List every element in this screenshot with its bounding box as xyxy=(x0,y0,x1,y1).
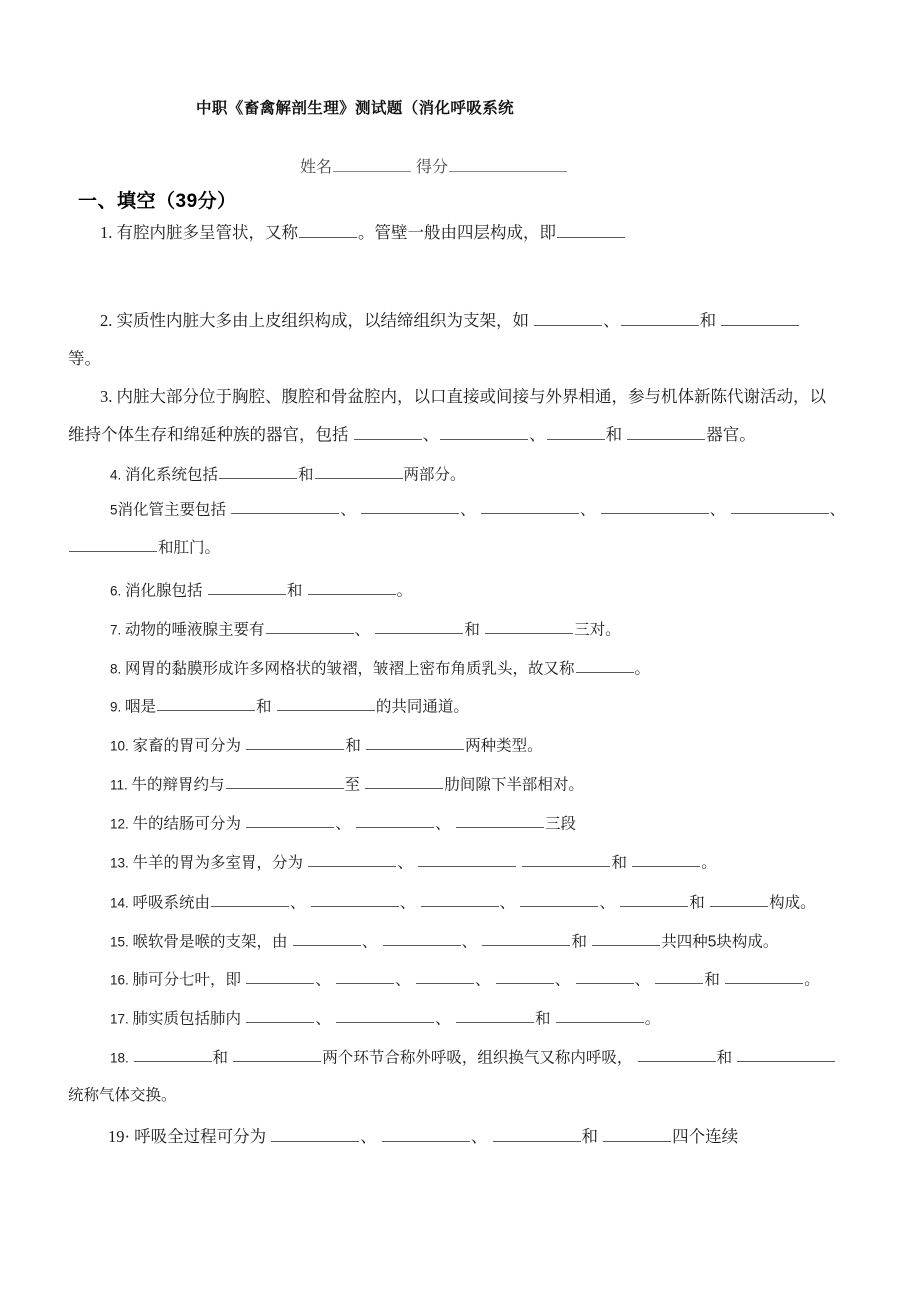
answer-blank[interactable] xyxy=(485,617,573,634)
question-number: 1. xyxy=(100,223,117,242)
answer-blank[interactable] xyxy=(520,890,598,907)
question-text: 三对。 xyxy=(574,621,621,639)
question-text: 和 xyxy=(571,933,592,951)
answer-blank[interactable] xyxy=(308,850,396,867)
answer-blank[interactable] xyxy=(547,422,605,440)
answer-blank[interactable] xyxy=(621,308,699,326)
question-text: 、 xyxy=(554,971,575,989)
question-text: 。管壁一般由四层构成，即 xyxy=(358,223,556,242)
answer-blank[interactable] xyxy=(522,850,610,867)
question-text: 牛羊的胃为多室胃，分为 xyxy=(132,854,308,872)
question-text: 、 xyxy=(529,425,546,444)
question-4 xyxy=(110,462,466,484)
question-text: 内脏大部分位于胸腔、腹腔和骨盆腔内，以口直接或间接与外界相通，参与机体新陈代谢活动，以 xyxy=(116,387,826,406)
answer-blank[interactable] xyxy=(382,1124,470,1142)
answer-blank[interactable] xyxy=(246,811,334,828)
question-text: 、 xyxy=(395,971,415,989)
answer-blank[interactable] xyxy=(293,929,361,946)
question-number: 11. xyxy=(110,777,132,793)
question-text: 两部分。 xyxy=(403,466,466,484)
question-text: 和 xyxy=(298,466,314,484)
question-text: 、 xyxy=(709,501,730,519)
question-text: 、 xyxy=(634,971,655,989)
section-heading-fill-in-blank: 一、填空（39分） xyxy=(78,191,237,212)
question-text: 消化腺包括 xyxy=(125,582,207,600)
question-text: 牛的结肠可分为 xyxy=(132,815,246,833)
question-11 xyxy=(110,772,584,794)
question-text: 、 xyxy=(470,1127,492,1146)
answer-blank[interactable] xyxy=(315,462,403,479)
answer-blank[interactable] xyxy=(710,890,768,907)
question-number: 6. xyxy=(110,583,126,599)
question-text: 和 xyxy=(704,971,725,989)
question-number: 9. xyxy=(110,699,126,715)
question-text: 和 xyxy=(286,582,307,600)
answer-blank[interactable] xyxy=(731,497,829,514)
answer-blank[interactable] xyxy=(576,656,634,673)
question-text: 、 xyxy=(461,933,482,951)
name-input[interactable] xyxy=(333,154,411,172)
question-text: 、 xyxy=(290,894,310,912)
question-12 xyxy=(110,811,576,833)
question-text: 肺可分七叶，即 xyxy=(132,971,246,989)
answer-blank[interactable] xyxy=(157,694,255,711)
answer-blank[interactable] xyxy=(69,535,157,552)
question-text: 喉软骨是喉的支架，由 xyxy=(132,933,292,951)
question-text: 和 xyxy=(345,737,366,755)
question-text: 、 xyxy=(435,815,455,833)
answer-blank[interactable] xyxy=(456,1006,534,1023)
question-text: 、 xyxy=(360,1127,381,1146)
question-number: 16. xyxy=(110,972,133,988)
question-5 xyxy=(110,497,845,519)
question-text: 和 xyxy=(534,1010,555,1028)
question-text: 和肛门。 xyxy=(158,539,221,557)
answer-blank[interactable] xyxy=(481,497,579,514)
name-field-label: 姓名 xyxy=(300,159,333,176)
answer-blank[interactable] xyxy=(418,850,516,867)
question-text: 动物的唾液腺主要有 xyxy=(125,621,265,639)
question-text: 。 xyxy=(701,854,717,872)
question-number: 15. xyxy=(110,934,133,950)
question-13 xyxy=(110,850,717,872)
question-7 xyxy=(110,617,621,639)
answer-blank[interactable] xyxy=(336,967,394,984)
question-text: 和 xyxy=(464,621,485,639)
question-6 xyxy=(110,578,412,600)
question-text: 、 xyxy=(599,894,620,912)
question-2-cont xyxy=(68,345,101,369)
question-18-cont xyxy=(68,1083,177,1105)
answer-blank[interactable] xyxy=(416,967,474,984)
question-text: 和 xyxy=(605,425,627,444)
question-1 xyxy=(100,219,626,243)
question-number: 7. xyxy=(110,622,126,638)
answer-blank[interactable] xyxy=(576,967,634,984)
answer-blank[interactable] xyxy=(246,1006,314,1023)
question-text: 、 xyxy=(340,501,361,519)
question-number: 2. xyxy=(100,311,117,330)
name-score-row xyxy=(300,154,568,177)
question-15 xyxy=(110,929,778,951)
answer-blank[interactable] xyxy=(556,1006,644,1023)
question-number: 14. xyxy=(110,895,133,911)
question-text: 消化系统包括 xyxy=(125,466,219,484)
question-text: 、 xyxy=(460,501,480,519)
answer-blank[interactable] xyxy=(266,617,354,634)
answer-blank[interactable] xyxy=(601,497,709,514)
question-text: 。 xyxy=(396,582,413,600)
question-text: 、 xyxy=(422,425,440,444)
question-number: 13. xyxy=(110,855,133,871)
question-16 xyxy=(110,967,820,989)
question-17 xyxy=(110,1006,660,1028)
question-text: 两个环节合称外呼吸，组织换气又称内呼吸， xyxy=(322,1049,637,1067)
question-text: 咽是 xyxy=(125,698,157,716)
answer-blank[interactable] xyxy=(421,890,499,907)
answer-blank[interactable] xyxy=(226,772,344,789)
score-input[interactable] xyxy=(449,154,567,172)
question-text: 、 xyxy=(829,501,846,519)
question-text: 呼吸系统由 xyxy=(132,894,211,912)
answer-blank[interactable] xyxy=(299,220,357,238)
score-field-label: 得分 xyxy=(416,159,449,176)
question-number: 5 xyxy=(110,502,118,518)
question-text: 共四种5块构成。 xyxy=(661,933,779,951)
question-text: 、 xyxy=(579,501,600,519)
question-number: 10. xyxy=(110,738,133,754)
question-text: 和 xyxy=(581,1127,603,1146)
question-5-cont xyxy=(68,535,220,557)
question-9 xyxy=(110,694,469,716)
question-text: 、 xyxy=(354,621,375,639)
question-text: 两种类型。 xyxy=(465,737,543,755)
answer-blank[interactable] xyxy=(383,929,461,946)
question-number: 19· xyxy=(108,1127,135,1146)
answer-blank[interactable] xyxy=(627,422,705,440)
page-title: 中职《畜禽解剖生理》测试题（消化呼吸系统 xyxy=(196,100,515,117)
question-10 xyxy=(110,733,543,755)
question-text: 。 xyxy=(804,971,820,989)
question-text: 肋间隙下半部相对。 xyxy=(444,776,584,794)
question-text: 肺实质包括肺内 xyxy=(132,1010,246,1028)
answer-blank[interactable] xyxy=(721,308,799,326)
question-text: 至 xyxy=(344,776,365,794)
question-text: 。 xyxy=(644,1010,661,1028)
answer-blank[interactable] xyxy=(638,1045,716,1062)
question-text: 构成。 xyxy=(769,894,816,912)
answer-blank[interactable] xyxy=(311,890,399,907)
question-text: 等。 xyxy=(68,349,101,368)
question-text: 消化管主要包括 xyxy=(117,501,231,519)
answer-blank[interactable] xyxy=(655,967,703,984)
question-text: 器官。 xyxy=(706,425,756,444)
answer-blank[interactable] xyxy=(308,578,396,595)
question-text: 。 xyxy=(634,660,651,678)
question-text: 和 xyxy=(716,1049,737,1067)
answer-blank[interactable] xyxy=(440,422,528,440)
answer-blank[interactable] xyxy=(592,929,660,946)
question-number: 3. xyxy=(100,387,117,406)
answer-blank[interactable] xyxy=(277,694,375,711)
question-text: 、 xyxy=(399,894,420,912)
answer-blank[interactable] xyxy=(231,497,339,514)
answer-blank[interactable] xyxy=(271,1124,359,1142)
question-19 xyxy=(108,1123,738,1147)
question-text: 、 xyxy=(335,815,356,833)
question-3 xyxy=(100,383,826,407)
question-text: 、 xyxy=(603,311,620,330)
question-text: 统称气体交换。 xyxy=(68,1087,177,1104)
answer-blank[interactable] xyxy=(557,220,625,238)
answer-blank[interactable] xyxy=(375,617,463,634)
answer-blank[interactable] xyxy=(219,462,297,479)
question-text xyxy=(517,854,521,871)
question-text: 、 xyxy=(397,854,418,872)
question-text: 牛的辩胃约与 xyxy=(131,776,225,794)
question-number: 18. xyxy=(110,1050,133,1066)
question-text: 、 xyxy=(435,1010,455,1028)
answer-blank[interactable] xyxy=(365,772,443,789)
answer-blank[interactable] xyxy=(603,1124,671,1142)
question-number: 4. xyxy=(110,467,126,483)
question-text: 的共同通道。 xyxy=(375,698,469,716)
question-text: 家畜的胃可分为 xyxy=(132,737,246,755)
question-3-cont xyxy=(68,421,756,445)
answer-blank[interactable] xyxy=(620,890,688,907)
answer-blank[interactable] xyxy=(233,1045,321,1062)
answer-blank[interactable] xyxy=(534,308,602,326)
question-text: 、 xyxy=(361,933,382,951)
question-text: 、 xyxy=(315,1010,336,1028)
question-text: 、 xyxy=(315,971,336,989)
question-text: 三段 xyxy=(544,815,576,833)
answer-blank[interactable] xyxy=(356,811,434,828)
answer-blank[interactable] xyxy=(246,733,344,750)
question-text: 四个连续 xyxy=(672,1127,739,1146)
question-number: 12. xyxy=(110,816,133,832)
answer-blank[interactable] xyxy=(632,850,700,867)
question-8 xyxy=(110,656,650,678)
question-18 xyxy=(110,1045,836,1067)
answer-blank[interactable] xyxy=(493,1124,581,1142)
answer-blank[interactable] xyxy=(246,967,314,984)
question-text: 维持个体生存和绵延种族的器官，包括 xyxy=(68,425,353,444)
question-number: 8. xyxy=(110,661,126,677)
answer-blank[interactable] xyxy=(482,929,570,946)
question-14 xyxy=(110,890,816,912)
question-text: 和 xyxy=(212,1049,233,1067)
question-2 xyxy=(100,307,800,331)
answer-blank[interactable] xyxy=(354,422,422,440)
answer-blank[interactable] xyxy=(336,1006,434,1023)
answer-blank[interactable] xyxy=(366,733,464,750)
question-text: 和 xyxy=(689,894,710,912)
answer-blank[interactable] xyxy=(134,1045,212,1062)
answer-blank[interactable] xyxy=(211,890,289,907)
question-text: 呼吸全过程可分为 xyxy=(134,1127,271,1146)
answer-blank[interactable] xyxy=(496,967,554,984)
answer-blank[interactable] xyxy=(361,497,459,514)
question-text: 和 xyxy=(699,311,721,330)
question-text: 有腔内脏多呈管状，又称 xyxy=(116,223,298,242)
answer-blank[interactable] xyxy=(208,578,286,595)
answer-blank[interactable] xyxy=(737,1045,835,1062)
question-text: 和 xyxy=(256,698,276,716)
answer-blank[interactable] xyxy=(725,967,803,984)
question-text: 、 xyxy=(499,894,520,912)
question-text: 和 xyxy=(611,854,632,872)
question-text: 、 xyxy=(474,971,495,989)
question-text: 实质性内脏大多由上皮组织构成，以结缔组织为支架，如 xyxy=(116,311,534,330)
answer-blank[interactable] xyxy=(456,811,544,828)
question-text: 网胃的黏膜形成许多网格状的皱褶，皱褶上密布角质乳头，故又称 xyxy=(125,660,575,678)
question-number: 17. xyxy=(110,1011,133,1027)
